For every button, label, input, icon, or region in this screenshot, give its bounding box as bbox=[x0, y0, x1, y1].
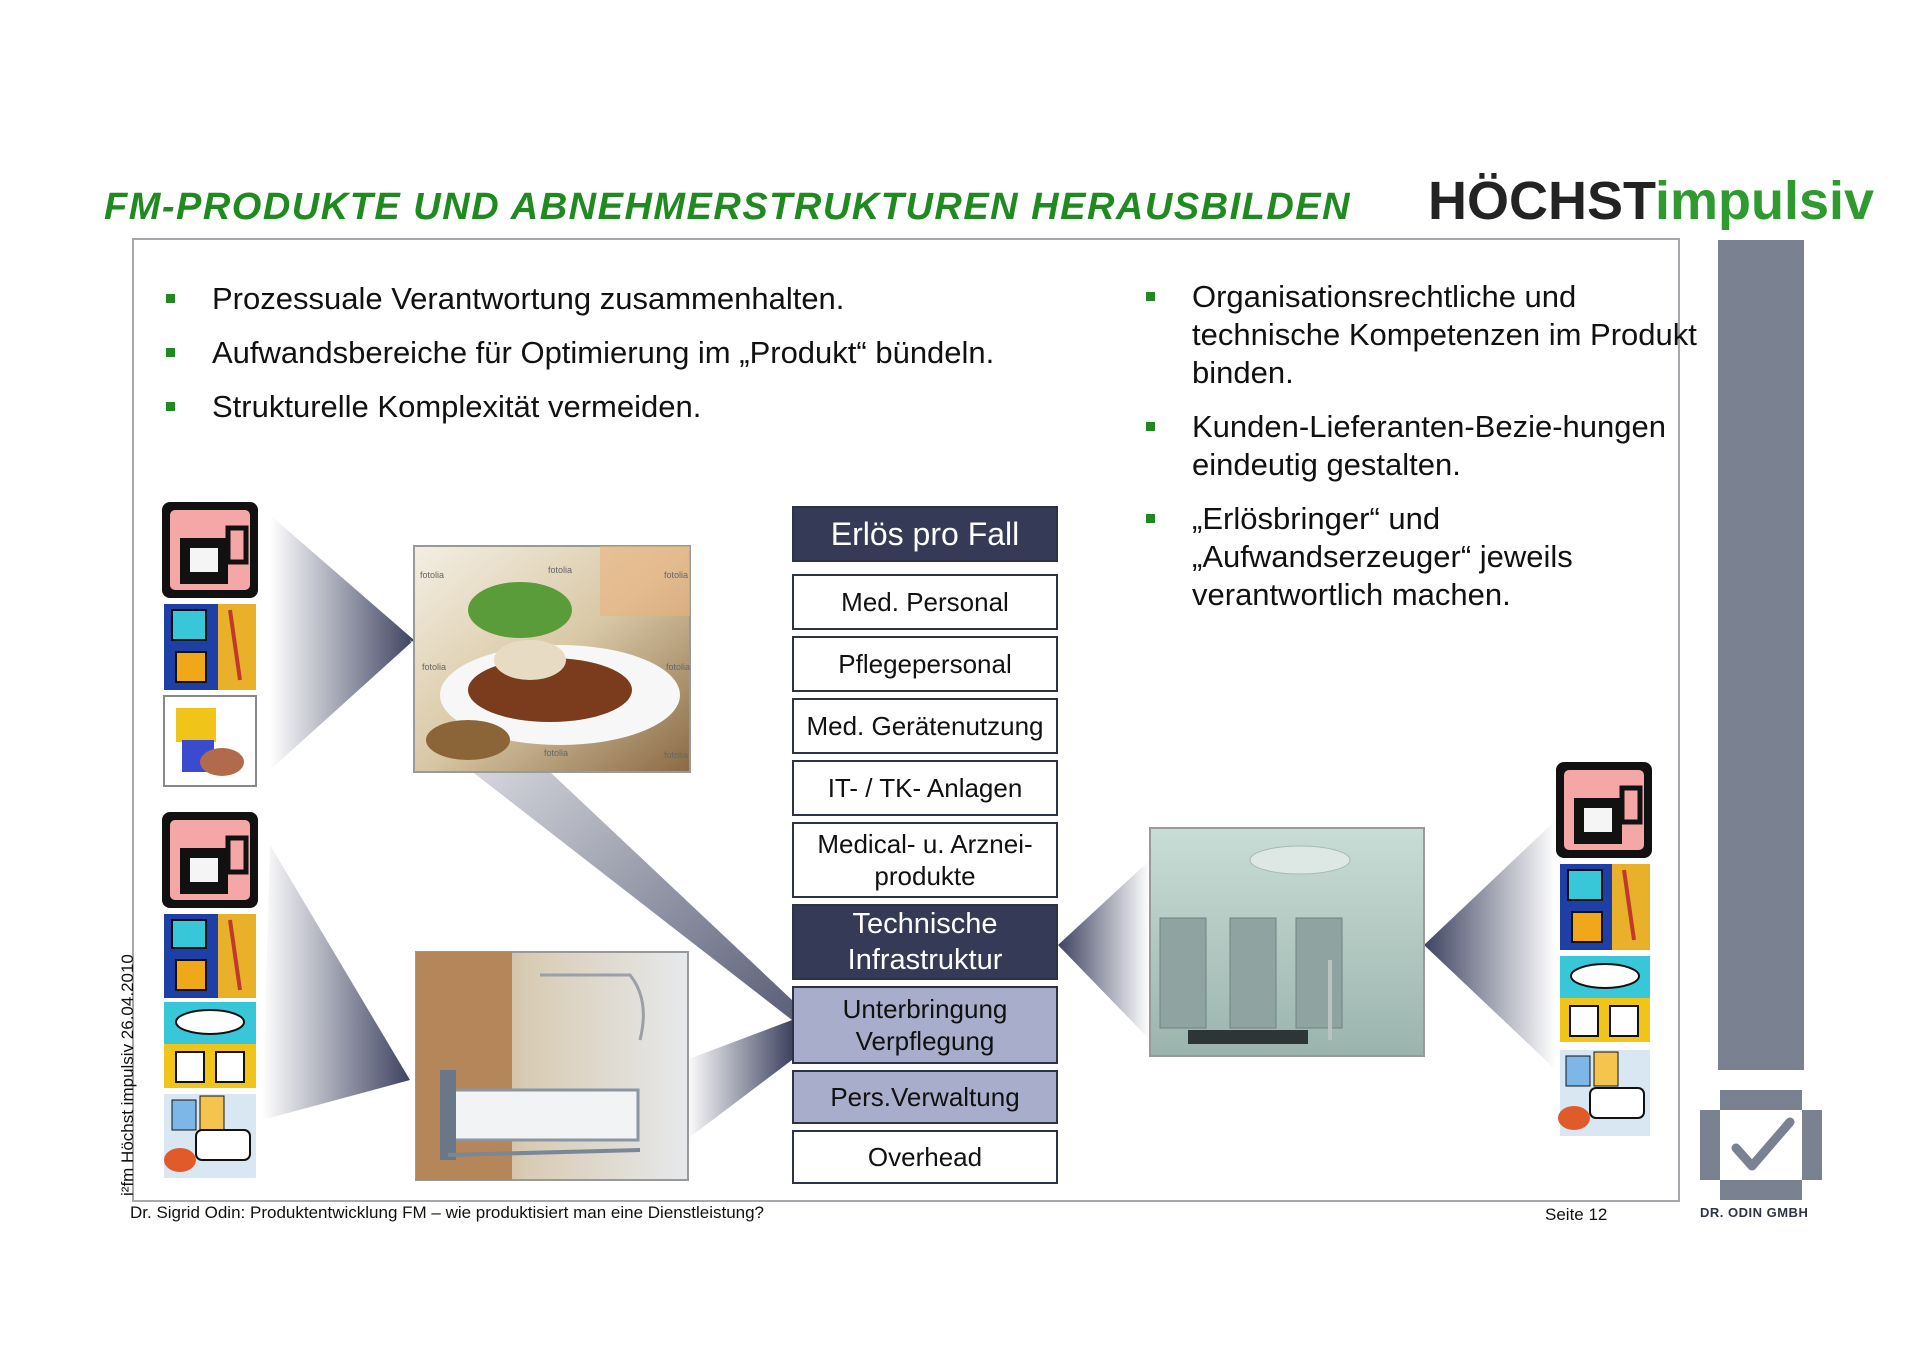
cooking-pot-icon bbox=[1556, 762, 1652, 858]
logo-part-hoechst: HÖCHST bbox=[1428, 171, 1656, 231]
cleaning-bucket-icon bbox=[164, 914, 256, 998]
page-title: FM-PRODUKTE UND ABNEHMERSTRUKTUREN HERAUSBILDEN bbox=[104, 186, 1352, 228]
watermark: fotolia bbox=[544, 748, 569, 758]
bullet-list-left bbox=[166, 280, 1086, 442]
stack-item-pflegepersonal: Pflegepersonal bbox=[792, 636, 1058, 692]
list-item: Prozessuale Verantwortung zusammenhalten. bbox=[166, 280, 1086, 318]
watermark: fotolia bbox=[666, 662, 691, 672]
page-number: Seite 12 bbox=[1545, 1205, 1608, 1224]
company-name: DR. ODIN GMBH bbox=[1700, 1205, 1809, 1220]
list-item: Kunden-Lieferanten-Bezie-hungen eindeutig gestalten. bbox=[1146, 408, 1706, 484]
stack-item-med-personal: Med. Personal bbox=[792, 574, 1058, 630]
operating-room-photo bbox=[1150, 828, 1424, 1056]
hospital-room-photo bbox=[416, 952, 688, 1180]
city-transport-icon bbox=[1558, 1050, 1650, 1136]
cooking-pot-icon bbox=[162, 502, 258, 598]
funnel-room-to-stack bbox=[686, 1020, 792, 1140]
logo-part-impulsiv: impulsiv bbox=[1655, 171, 1875, 231]
stack-item-geraetenutzung: Med. Gerätenutzung bbox=[792, 698, 1058, 754]
stack-item-it-tk: IT- / TK- Anlagen bbox=[792, 760, 1058, 816]
brand-logo bbox=[1428, 170, 1874, 232]
city-transport-icon bbox=[164, 1094, 256, 1178]
watermark: fotolia bbox=[664, 570, 689, 580]
bullet-list-right bbox=[1146, 278, 1706, 630]
side-date-label: i²fm Höchst impulsiv 26.04.2010 bbox=[118, 954, 137, 1196]
stack-header: Erlös pro Fall bbox=[792, 506, 1058, 562]
cleaning-bucket-icon bbox=[1560, 864, 1650, 950]
funnel-bottom-left bbox=[262, 845, 410, 1120]
stack-item-medical-produkte: Medical- u. Arznei-produkte bbox=[792, 822, 1058, 898]
laundry-icon bbox=[1560, 956, 1650, 1042]
watermark: fotolia bbox=[420, 570, 445, 580]
food-photo bbox=[414, 546, 690, 772]
checkmark-logo-icon bbox=[1700, 1090, 1822, 1200]
cooking-pot-icon bbox=[162, 812, 258, 908]
fries-potato-icon bbox=[164, 696, 256, 786]
funnel-right-icons bbox=[1424, 820, 1556, 1070]
list-item: Aufwandsbereiche für Optimierung im „Produkt“ bündeln. bbox=[166, 334, 1086, 372]
stack-item-technische-infrastruktur: Technische Infrastruktur bbox=[792, 904, 1058, 980]
watermark: fotolia bbox=[548, 565, 573, 575]
cleaning-bucket-icon bbox=[164, 604, 256, 690]
list-item: Organisationsrechtliche und technische Kompetenzen im Produkt binden. bbox=[1146, 278, 1706, 392]
watermark: fotolia bbox=[422, 662, 447, 672]
watermark: fotolia bbox=[664, 750, 689, 760]
stack-item-unterbringung: Unterbringung Verpflegung bbox=[792, 986, 1058, 1064]
stack-item-overhead: Overhead bbox=[792, 1130, 1058, 1184]
footer-author-title: Dr. Sigrid Odin: Produktentwicklung FM – wie produktisiert man eine Dienstleistung? bbox=[130, 1203, 765, 1222]
funnel-top-left bbox=[270, 515, 414, 770]
laundry-icon bbox=[164, 1002, 256, 1088]
stack-item-pers-verwaltung: Pers.Verwaltung bbox=[792, 1070, 1058, 1124]
list-item: Strukturelle Komplexität vermeiden. bbox=[166, 388, 1086, 426]
funnel-stack-to-or bbox=[1058, 860, 1150, 1040]
list-item: „Erlösbringer“ und „Aufwandserzeuger“ jeweils verantwortlich machen. bbox=[1146, 500, 1706, 614]
